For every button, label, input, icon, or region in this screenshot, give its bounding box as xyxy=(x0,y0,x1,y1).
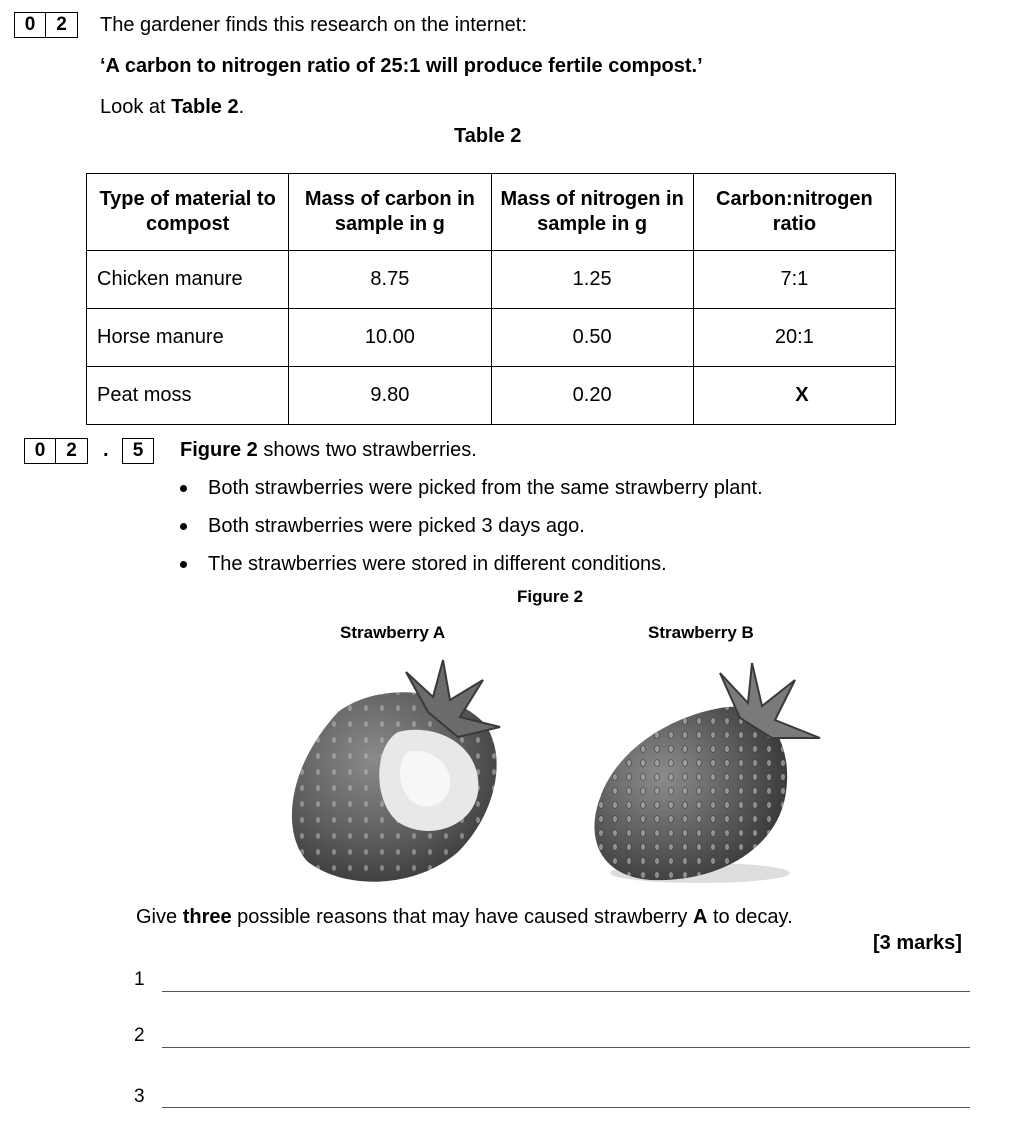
prompt-emphasis: A xyxy=(692,906,708,928)
look-at-prefix: Look at xyxy=(100,96,172,118)
table-cell: Peat moss xyxy=(87,367,289,425)
table-cell: 0.50 xyxy=(491,309,693,367)
table-cell: 10.00 xyxy=(289,309,491,367)
table-header-row xyxy=(87,174,896,251)
strawberry-a-label: Strawberry A xyxy=(340,623,446,642)
question-digit: 0 xyxy=(14,12,46,38)
prompt-prefix: Give xyxy=(136,906,183,928)
answer-number: 2 xyxy=(134,1025,145,1046)
look-at-table xyxy=(100,96,244,119)
research-quote: ‘A carbon to nitrogen ratio of 25:1 will produce fertile compost.’ xyxy=(100,55,703,77)
strawberry-b-image xyxy=(580,658,830,893)
subquestion-separator: . xyxy=(103,439,109,461)
bullet-dot xyxy=(180,485,187,492)
question-number-box xyxy=(14,12,78,38)
table-header: Mass of carbon in sample in g xyxy=(289,174,491,251)
answer-number: 1 xyxy=(134,969,145,990)
intro-rest: shows two strawberries. xyxy=(257,439,477,461)
table-cell: 9.80 xyxy=(289,367,491,425)
subquestion-digit: 2 xyxy=(56,438,88,464)
answer-line-3[interactable] xyxy=(162,1107,970,1108)
answer-line-2[interactable] xyxy=(162,1047,970,1048)
subquestion-digit: 0 xyxy=(24,438,56,464)
bullet-text: Both strawberries were picked 3 days ago. xyxy=(208,515,585,537)
bullet-item xyxy=(180,553,667,576)
bullet-item xyxy=(180,515,585,538)
table-caption: Table 2 xyxy=(454,125,522,147)
answer-prompt xyxy=(136,906,793,929)
question-digit: 2 xyxy=(46,12,78,38)
question-intro: The gardener finds this research on the internet: xyxy=(100,14,527,36)
strawberry-b-label: Strawberry B xyxy=(648,623,754,642)
bullet-dot xyxy=(180,561,187,568)
bullet-text: Both strawberries were picked from the same strawberry plant. xyxy=(208,477,763,499)
figure-caption: Figure 2 xyxy=(517,587,584,606)
look-at-ref: Table 2 xyxy=(171,96,239,118)
table-row xyxy=(87,309,896,367)
table-row xyxy=(87,251,896,309)
table-cell: 20:1 xyxy=(693,309,895,367)
table-cell: Horse manure xyxy=(87,309,289,367)
table-cell: 8.75 xyxy=(289,251,491,309)
prompt-emphasis: three xyxy=(182,906,232,928)
figure-ref: Figure 2 xyxy=(180,439,258,461)
marks-label: [3 marks] xyxy=(873,932,962,954)
bullet-dot xyxy=(180,523,187,530)
table-cell-unknown: X xyxy=(693,367,895,425)
bullet-item xyxy=(180,477,763,500)
table-header: Carbon:nitrogen ratio xyxy=(693,174,895,251)
table-cell: Chicken manure xyxy=(87,251,289,309)
table-cell: 0.20 xyxy=(491,367,693,425)
strawberry-a-image xyxy=(278,652,518,892)
prompt-middle: possible reasons that may have caused strawberry xyxy=(231,906,693,928)
prompt-suffix: to decay. xyxy=(707,906,793,928)
subquestion-intro xyxy=(180,439,477,462)
compost-table xyxy=(86,173,896,425)
subquestion-number-box xyxy=(24,438,88,464)
look-at-suffix: . xyxy=(238,96,245,118)
bullet-text: The strawberries were stored in different conditions. xyxy=(208,553,667,575)
subquestion-part-box xyxy=(122,438,154,464)
table-header: Type of material to compost xyxy=(87,174,289,251)
table-cell: 7:1 xyxy=(693,251,895,309)
table-cell: 1.25 xyxy=(491,251,693,309)
table-row xyxy=(87,367,896,425)
answer-line-1[interactable] xyxy=(162,991,970,992)
answer-number: 3 xyxy=(134,1086,145,1107)
subquestion-digit: 5 xyxy=(122,438,154,464)
table-header: Mass of nitrogen in sample in g xyxy=(491,174,693,251)
